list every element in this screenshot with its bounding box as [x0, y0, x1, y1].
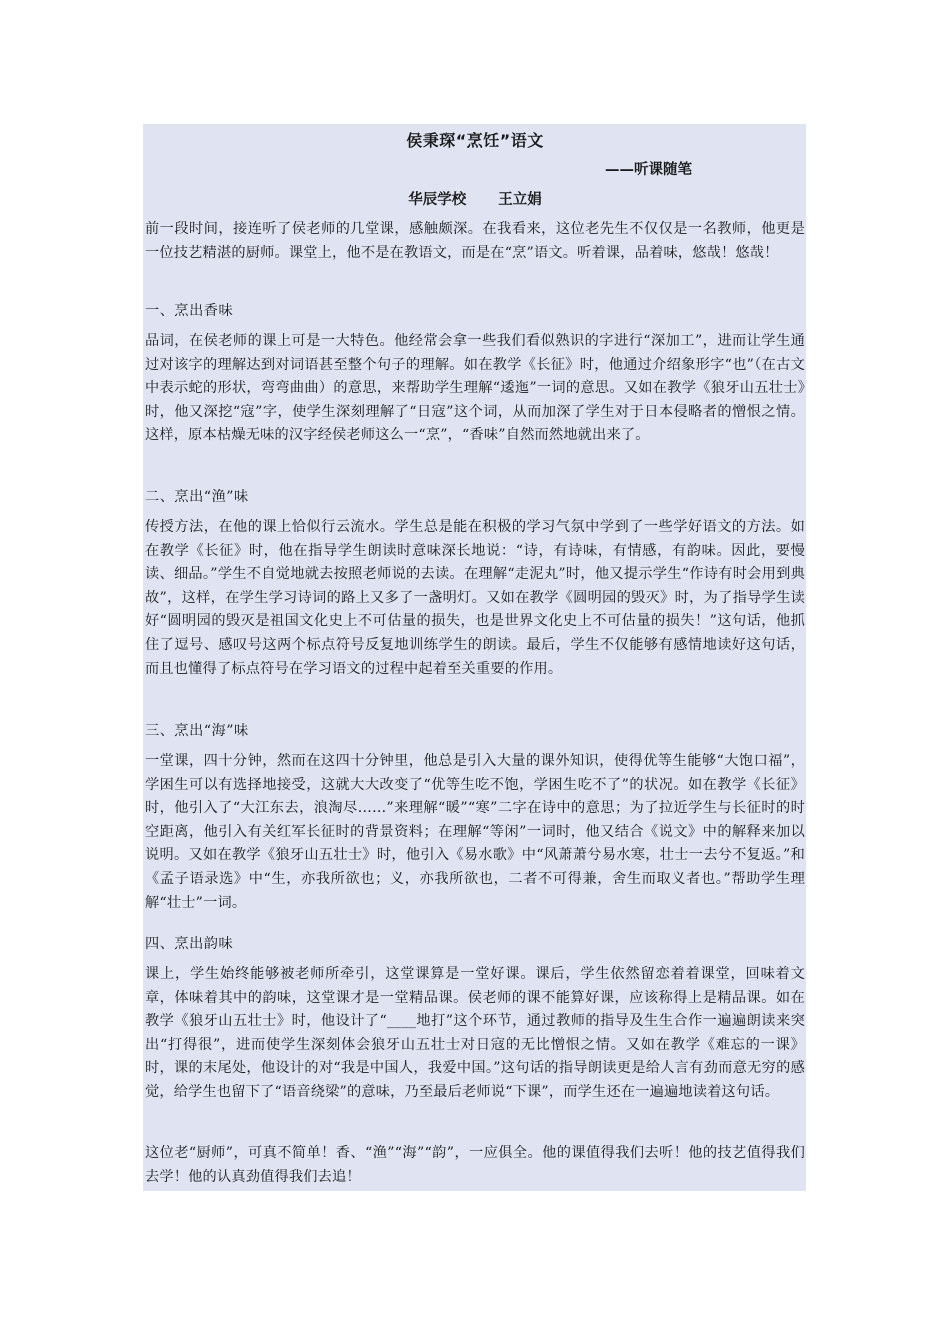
document-title: 侯秉琛“烹饪”语文 [406, 131, 544, 150]
author-name: 王立娟 [498, 192, 542, 208]
document-subtitle: ——听课随笔 [605, 162, 692, 178]
conclusion-paragraph: 这位老“厨师”，可真不简单！香、“渔”“海”“韵”，一应俱全。他的课值得我们去听！他的技艺值得我们去学！他的认真劲值得我们去追！ [145, 1145, 805, 1185]
section-heading-3: 三、烹出“海”味 [145, 723, 249, 739]
section-paragraph-3: 一堂课，四十分钟，然而在这四十分钟里，他总是引入大量的课外知识，使得优等生能够“大饱口福”，学困生可以有选择地接受，这就大大改变了“优等生吃不饱，学困生吃不了”的状况。如在教学《长征》时，他引入了“大江东去，浪淘尽……”来理解“暖”“寒”二字在诗中的意思；为了拉近学生与长征时的时空距离，他引入有关红军长征时的背景资料；在理解“等闲”一词时，他又结合《说文》中的解释来加以说明。又如在教学《狼牙山五壮士》时，他引入《易水歌》中“风萧萧兮易水寒，壮士一去兮不复返。”和《孟子语录选》中“生，亦我所欲也；义，亦我所欲也，二者不可得兼，舍生而取义者也。”帮助学生理解“壮士”一词。 [145, 753, 805, 911]
section-paragraph-4: 课上，学生始终能够被老师所牵引，这堂课算是一堂好课。课后，学生依然留恋着着课堂，回味着文章，体味着其中的韵味，这堂课才是一堂精品课。侯老师的课不能算好课，应该称得上是精品课。如在教学《狼牙山五壮士》时，他设计了“____地打”这个环节，通过教师的指导及生生合作一遍遍朗读来突出“打得很”，进而使学生深刻体会狼牙山五壮士对日寇的无比憎恨之情。又如在教学《难忘的一课》时，课的末尾处，他设计的对“我是中国人，我爱中国。”这句话的指导朗读更是给人言有劲而意无穷的感觉，给学生也留下了“语音绕梁”的意味，乃至最后老师说“下课”，而学生还在一遍遍地读着这句话。 [145, 966, 805, 1100]
section-heading-2: 二、烹出“渔”味 [145, 489, 249, 505]
section-paragraph-2: 传授方法，在他的课上恰似行云流水。学生总是能在积极的学习气氛中学到了一些学好语文的方法。如在教学《长征》时，他在指导学生朗读时意味深长地说：“诗，有诗味，有情感，有韵味。因此，要慢读、细品。”学生不自觉地就去按照老师说的去读。在理解“走泥丸”时，他又提示学生“作诗有时会用到典故”，这样，在学生学习诗词的路上又多了一盏明灯。又如在教学《圆明园的毁灭》时，为了指导学生读好“圆明园的毁灭是祖国文化史上不可估量的损失，也是世界文化史上不可估量的损失！”这句话，他抓住了逗号、感叹号这两个标点符号反复地训练学生的朗读。最后，学生不仅能够有感情地读好这句话，而且也懂得了标点符号在学习语文的过程中起着至关重要的作用。 [145, 519, 805, 677]
section-heading-4: 四、烹出韵味 [145, 936, 234, 952]
section-paragraph-1: 品词，在侯老师的课上可是一大特色。他经常会拿一些我们看似熟识的字进行“深加工”，进而让学生通过对该字的理解达到对词语甚至整个句子的理解。如在教学《长征》时，他通过介绍象形字“也”（在古文中表示蛇的形状，弯弯曲曲）的意思，来帮助学生理解“逶迤”一词的意思。又如在教学《狼牙山五壮士》时，他又深挖“寇”字，使学生深刻理解了“日寇”这个词，从而加深了学生对于日本侵略者的憎恨之情。这样，原本枯燥无味的汉字经侯老师这么一“烹”，“香味”自然而然地就出来了。 [145, 333, 805, 444]
section-heading-1: 一、烹出香味 [145, 303, 234, 319]
author-school: 华辰学校 [408, 192, 467, 208]
intro-paragraph: 前一段时间，接连听了侯老师的几堂课，感触颇深。在我看来，这位老先生不仅仅是一名教师，他更是一位技艺精湛的厨师。课堂上，他不是在教语文，而是在“烹”语文。听着课，品着味，悠哉！悠哉！ [145, 221, 805, 261]
author-line [0, 188, 950, 209]
